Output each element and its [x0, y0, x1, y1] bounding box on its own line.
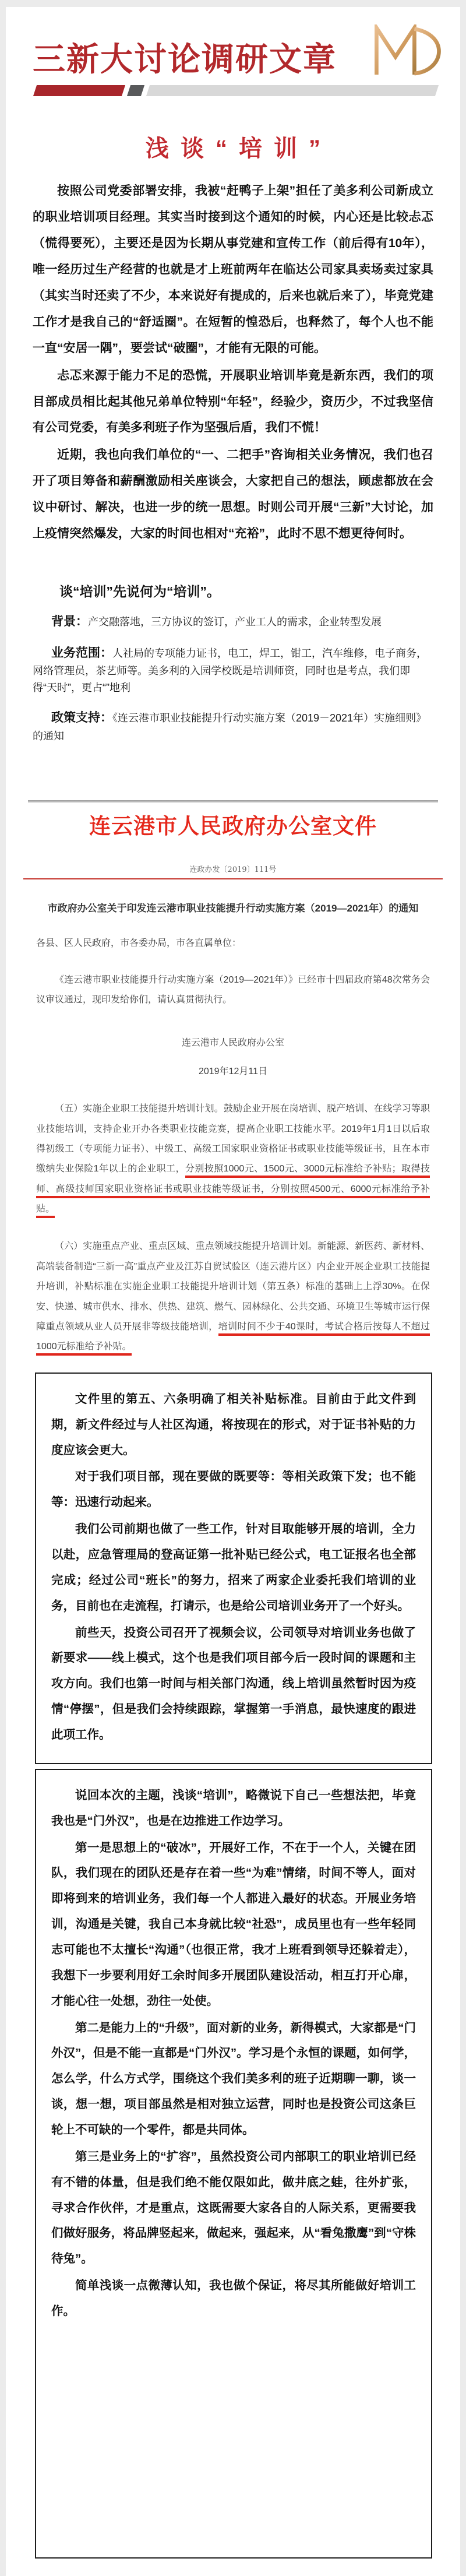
article-paragraph: 按照公司党委部署安排，我被“赶鸭子上架”担任了美多利公司新成立的职业培训项目经理。其实当时接到这个通知的时候，内心还是比较忐忑（慌得要死），主要还是因为长期从事党建和宣传工作（前后得有10年），唯一经历过生产经营的也就是才上班前两年在临达公司家具卖场卖过家具（其实当时还卖了不少，本来说好有提成的，后来也就后来了），毕竟党建工作才是我自己的“舒适圈”。在短暂的惶恐后，也释然了，每个人也不能一直“安居一隅”，要尝试“破圈”，才能有无限的可能。 [33, 184, 433, 355]
info-value: 人社局的专项能力证书，电工，焊工，钳工，汽车维修，电子商务，网络管理员，茶艺师等。美多利的入园学校既是培训师资，同时也是考点，我们即得“天时”，更占“”地利 [33, 647, 427, 694]
article-subheading: 谈“培训”先说何为“培训”。 [59, 584, 220, 600]
info-value: 《连云港市职业技能提升行动实施方案（2019－2021年）实施细则》的通知 [33, 712, 427, 742]
article-body [6, 163, 460, 744]
box-paragraph: 对于我们项目部，现在要做的既要等：等相关政策下发；也不能等：迅速行动起来。 [51, 1470, 416, 1509]
info-value: 产交融落地，三方协议的签订，产业工人的需求，企业转型发展 [88, 616, 382, 628]
info-item-policy-support [33, 708, 433, 744]
decorative-bar [33, 85, 439, 96]
info-label: 业务范围： [51, 646, 112, 660]
note-box-2 [35, 1769, 432, 2559]
box-paragraph: 第三是业务上的“扩容”，虽然投资公司内部职工的职业培训已经有不错的体量，但是我们绝不能仅限如此，做井底之蛙，往外扩张，寻求合作伙伴，才是重点，这既需要大家各自的人际关系，更需要我们做好服务，将品牌竖起来，做起来，强起来，从“看兔撒鹰”到“守株待兔”。 [51, 2149, 416, 2266]
box-paragraph: 简单浅谈一点微薄认知，我也做个保证，将尽其所能做好培训工作。 [51, 2279, 416, 2318]
masthead-title: 三新大讨论调研文章 [33, 41, 337, 78]
info-item-business-scope [33, 643, 433, 696]
md-monogram-logo-icon [372, 24, 443, 76]
doc-paragraph: 《连云港市职业技能提升行动实施方案（2019—2021年）》已经市十四届政府第48次常务会议审议通过，现印发给你们，请认真贯彻执行。 [36, 974, 430, 1005]
doc-issuer: 连云港市人民政府办公室 [181, 1038, 284, 1048]
info-label: 背景： [51, 615, 88, 629]
doc-red-rule [23, 878, 443, 879]
box-paragraph: 说回本次的主题，浅谈“培训”，略微说下自己一些想法把，毕竟我也是“门外汉”，也是在边推进工作边学习。 [51, 1788, 416, 1828]
box-paragraph: 第一是思想上的“破冰”，开展好工作，不在于一个人，关键在团队，我们现在的团队还是存在着一些“为难”情绪，时间不等人，面对即将到来的培训业务，我们每一个人都进入最好的状态。开展业务培训，沟通是关键，我自己本身就比较“社恐”，成员里也有一些年轻同志可能也不太擅长“沟通”（也很正常，我才上班看到领导还躲着走），我想下一步要利用好工余时间多开展团队建设活动，相互打开心扉，才能心往一处想，劲往一处使。 [51, 1840, 416, 2008]
bar-segment-gray [146, 85, 439, 96]
doc-date: 2019年12月11日 [198, 1066, 267, 1076]
doc-clause-text: （五）实施企业职工技能提升培训计划。鼓励企业开展在岗培训、脱产培训、在线学习等职业技能培训，支持企业开办各类职业技能竞赛，提高企业职工技能水平。2019年1月1日以后取得初级工（专项能力证书）、中级工、高级工国家职业资格证书或职业技能等级证书，且在本市缴纳失业保险1年以上的企业职工， [36, 1104, 430, 1174]
doc-clause-6 [6, 1237, 460, 1357]
doc-salutation: 各县、区人民政府，市各委办局，市各直属单位： [36, 938, 242, 949]
masthead [6, 7, 460, 76]
doc-top-hairline [28, 800, 438, 803]
red-underline-highlight: 培训时间不少于40课时，考试合格后按每人不超过1000元标准给予补贴。 [36, 1322, 430, 1356]
note-box-1 [35, 1373, 432, 1764]
doc-clause-5 [6, 1099, 460, 1219]
box-paragraph: 第二是能力上的“升级”，面对新的业务，新得模式，大家都是“门外汉”，但是不能一直都是“门外汉”。学习是个永恒的课题，如何学，怎么学，什么方式学，围绕这个我们美多利的班子近期聊一聊，谈一谈，想一想，项目部虽然是相对独立运营，同时也是投资公司这条巨轮上不可缺的一个零件，都是共同体。 [51, 2021, 416, 2137]
bottom-spacer [6, 2559, 460, 2576]
article-paragraph: 近期，我也向我们单位的“一、二把手”咨询相关业务情况，我们也召开了项目筹备和薪酬激励相关座谈会，大家把自己的想法，顾虑都放在会议中研讨、解决，也进一步的统一思想。时则公司开展“三新”大讨论，加上疫情突然爆发，大家的时间也相对“充裕”，此时不思不想更待何时。 [33, 448, 433, 541]
doc-clause-text: （六）实施重点产业、重点区域、重点领域技能提升培训计划。新能源、新医药、新材料、高端装备制造“三新一高”重点产业及江苏自贸试验区（连云港片区）内企业开展企业职工技能提升培训，补贴标准在实施企业职工技能提升培训计划（第五条）标准的基础上上浮30%。在保安、快递、城市供水、排水、供热、建筑、燃气、园林绿化、公共交通、环境卫生等城市运行保障重点领域从业人员开展非等级技能培训， [36, 1241, 430, 1332]
doc-title: 连云港市人民政府办公室文件 [89, 813, 377, 839]
page [6, 7, 460, 2576]
doc-notice-title: 市政府办公室关于印发连云港市职业技能提升行动实施方案（2019—2021年）的通知 [47, 903, 419, 914]
article-paragraph: 忐忑来源于能力不足的恐慌，开展职业培训毕竟是新东西，我们的项目部成员相比起其他兄弟单位特别“年轻”，经验少，资历少，不过我坚信有公司党委，有美多利班子作为坚强后盾，我们不慌！ [33, 368, 433, 435]
box-paragraph: 我们公司前期也做了一些工作，针对目取能够开展的培训，全力以赴，应急管理局的登高证第一批补贴已经公式，电工证报名也全部完成；经过公司“班长”的努力，招来了两家企业委托我们培训的业务，目前也在走流程，打请示，也是给公司培训业务开了一个好头。 [51, 1522, 416, 1613]
bar-segment-dark [127, 85, 144, 96]
box-paragraph: 文件里的第五、六条明确了相关补贴标准。目前由于此文件到期，新文件经过与人社区沟通，将按现在的形式，对于证书补贴的力度应该会更大。 [51, 1392, 416, 1457]
box-paragraph: 前些天，投资公司召开了视频会议，公司领导对培训业务也做了新要求——线上模式，这个也是我们项目部今后一段时间的课题和主攻方向。我们也第一时间与相关部门沟通，线上培训虽然暂时因为疫情“停摆”，但是我们会持续跟踪，掌握第一手消息，最快速度的跟进此项工作。 [51, 1625, 416, 1741]
doc-number: 连政办发〔2019〕111号 [189, 865, 277, 875]
gov-document [6, 800, 460, 1357]
bar-segment-red [33, 85, 125, 96]
article-title: 浅谈“培训” [146, 136, 332, 161]
info-label: 政策支持： [51, 710, 112, 724]
info-item-background [33, 612, 433, 632]
red-underline-highlight: 分别按照1000元、1500元、3000元标准给予补贴；取得技师、高级技师国家职业资格证书或职业技能等级证书，分别按照4500元、6000元标准给予补贴。 [36, 1164, 430, 1218]
